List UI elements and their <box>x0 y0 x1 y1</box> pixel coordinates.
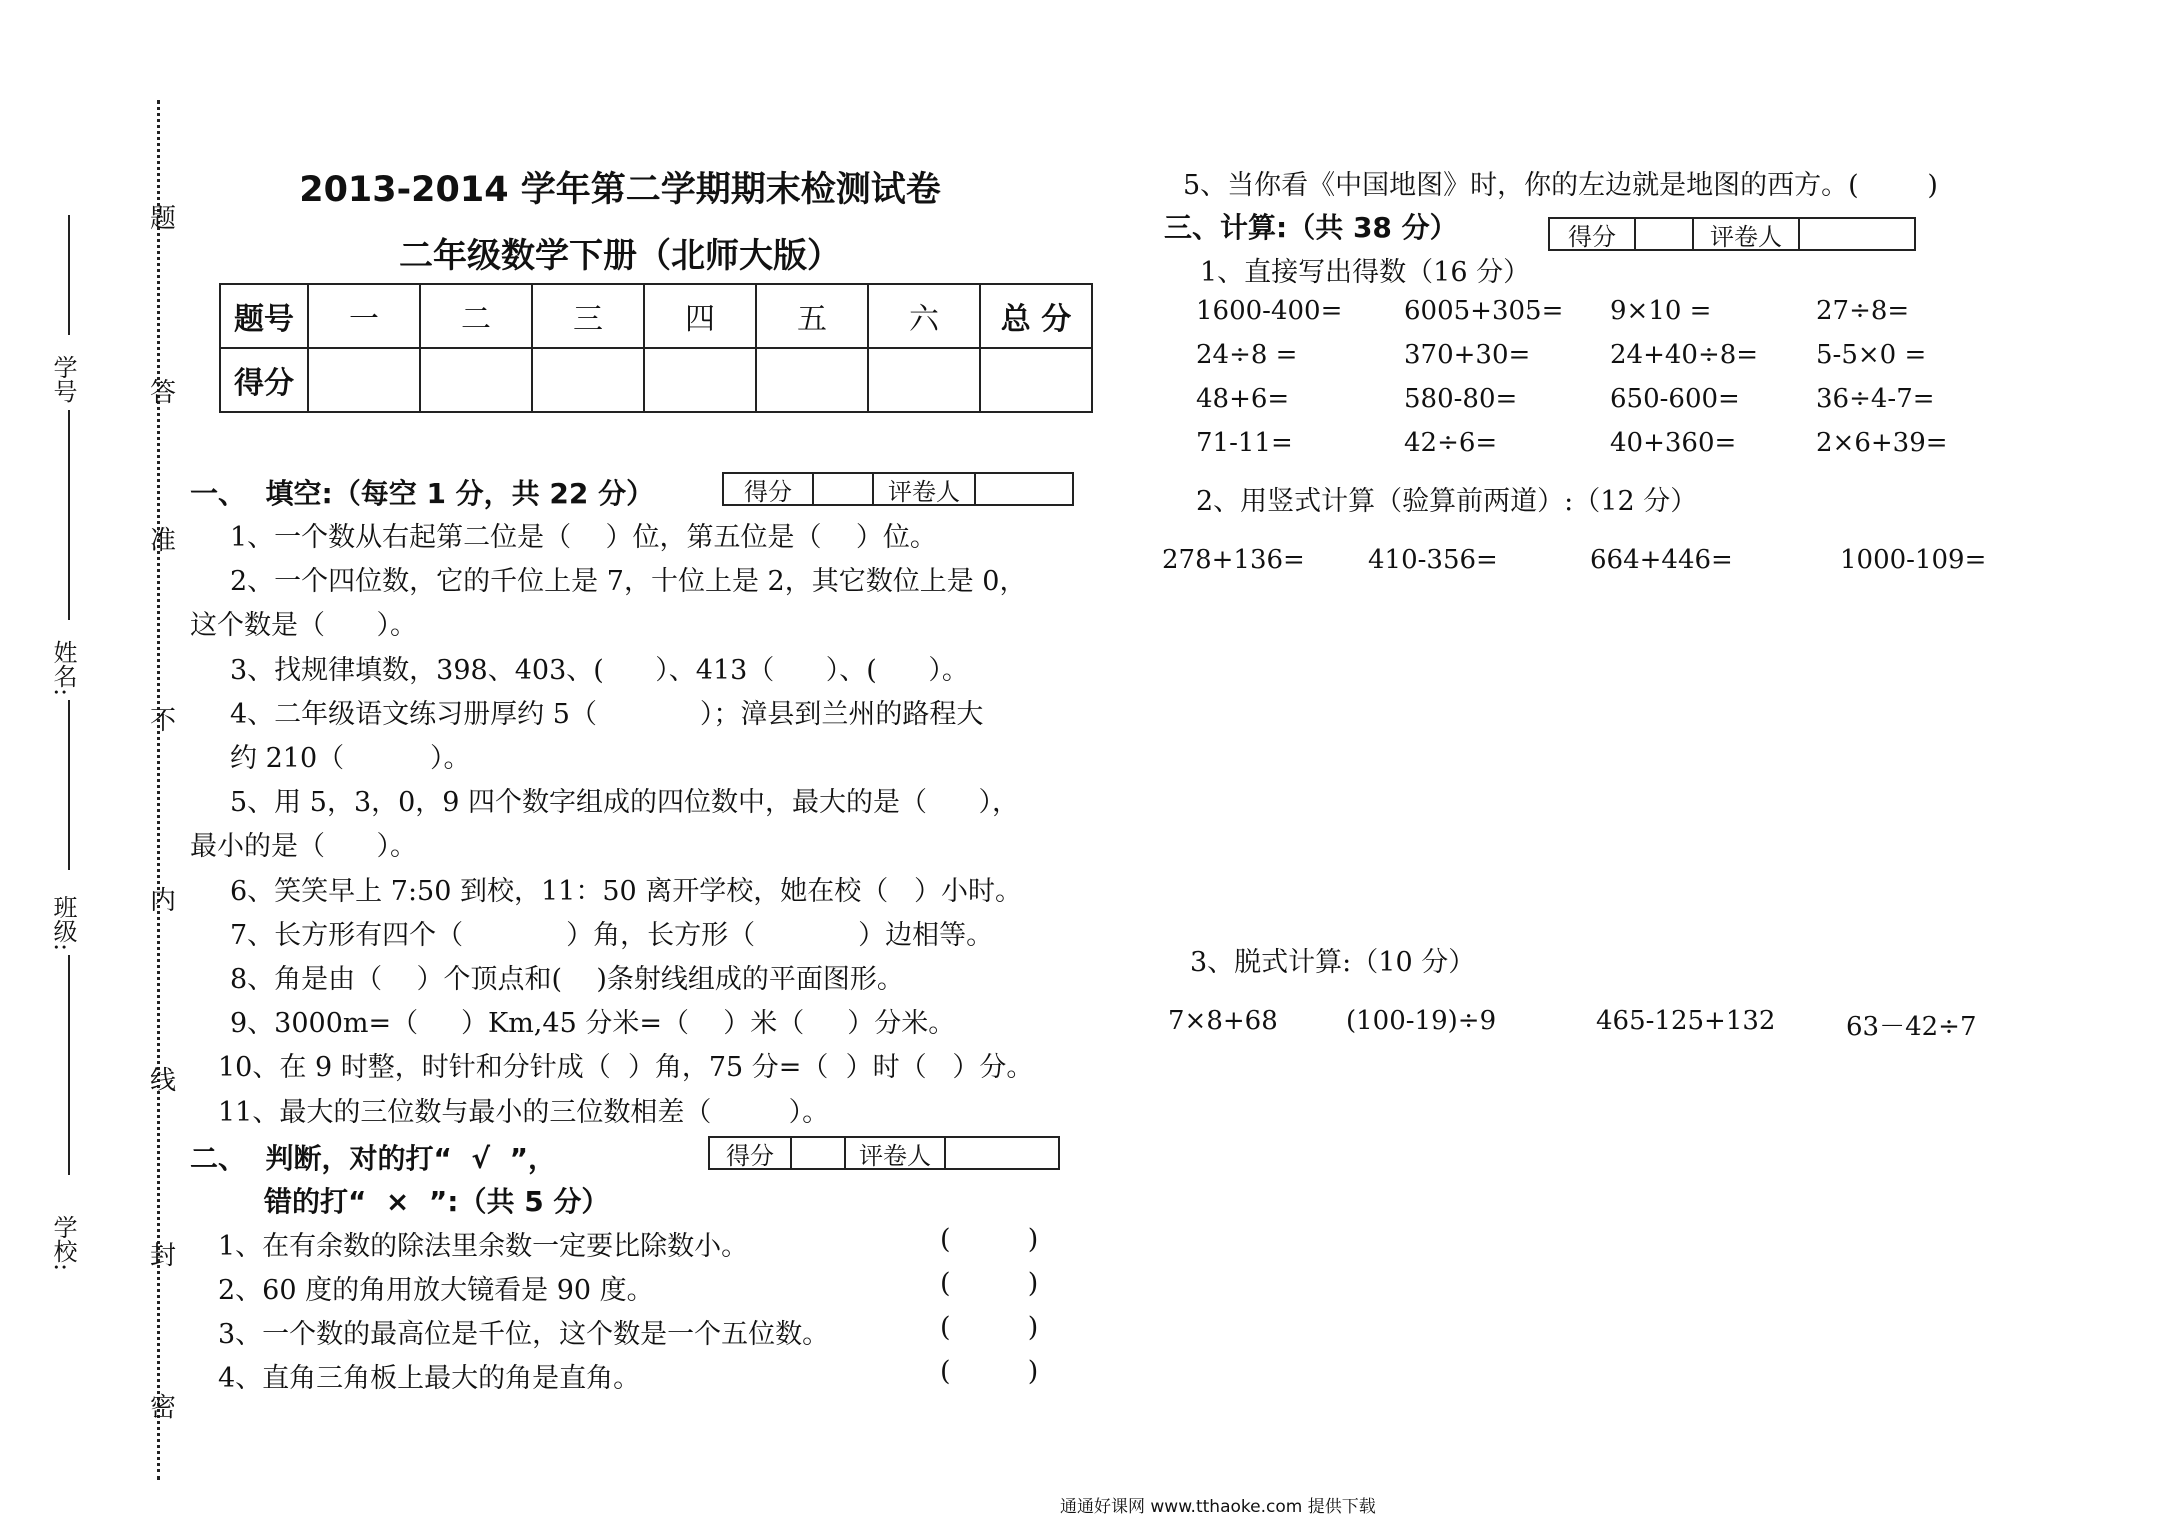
divider-line <box>68 410 70 620</box>
table-cell: 得分 <box>220 348 308 412</box>
binding-dotted-line <box>157 100 160 1480</box>
s1-item-4: 4、二年级语文练习册厚约 5（ ）；漳县到兰州的路程大 <box>230 699 984 730</box>
grading-score-cell[interactable] <box>792 1138 846 1168</box>
score-table-header-row <box>220 284 1092 348</box>
grading-grader-label: 评卷人 <box>874 474 976 504</box>
vertical-problem: 664+446= <box>1590 545 1733 575</box>
s1-item-2-cont: 这个数是（ ）。 <box>190 610 417 641</box>
s1-item-11: 11、最大的三位数与最小的三位数相差（ ）。 <box>218 1097 830 1128</box>
table-cell: 总 分 <box>980 284 1092 348</box>
score-table <box>219 283 1093 413</box>
section3-heading: 三、计算:（共 38 分） <box>1164 211 1458 244</box>
s1-item-10: 10、在 9 时整，时针和分针成（ ）角，75 分=（ ）时（ ）分。 <box>218 1052 1034 1083</box>
score-cell[interactable] <box>868 348 980 412</box>
s1-item-7: 7、长方形有四个（ ）角，长方形（ ）边相等。 <box>230 920 994 951</box>
s2-answer-paren[interactable]: ( ) <box>940 1268 1039 1299</box>
exam-subtitle: 二年级数学下册（北师大版） <box>399 236 841 276</box>
exam-title: 2013-2014 学年第二学期期末检测试卷 <box>299 170 941 210</box>
score-cell[interactable] <box>980 348 1092 412</box>
calc-problem: 580-80= <box>1404 384 1518 414</box>
vertical-problem: 410-356= <box>1368 545 1498 575</box>
section1-grading-box <box>722 472 1074 506</box>
calc-problem: 42÷6= <box>1404 428 1498 458</box>
section2-grading-box <box>708 1136 1060 1170</box>
class-line <box>68 955 70 1175</box>
stepwise-problem: 465-125+132 <box>1596 1006 1776 1036</box>
stepwise-problem: (100-19)÷9 <box>1346 1006 1497 1036</box>
calc-problem: 650-600= <box>1610 384 1740 414</box>
score-cell[interactable] <box>420 348 532 412</box>
calc-problem: 24÷8 = <box>1196 340 1298 370</box>
seal-char-nei: 内 <box>149 886 176 916</box>
s2-item-4: 4、直角三角板上最大的角是直角。 <box>218 1363 641 1394</box>
table-cell: 一 <box>308 284 420 348</box>
calc-problem: 71-11= <box>1196 428 1293 458</box>
name-label: 姓名: <box>49 640 77 697</box>
grading-score-cell[interactable] <box>1636 219 1694 249</box>
section2-heading: 二、 判断，对的打“ √ ”， <box>190 1142 556 1175</box>
grading-score-label: 得分 <box>724 474 814 504</box>
s1-item-8: 8、角是由（ ）个顶点和( )条射线组成的平面图形。 <box>230 964 904 995</box>
calc-problem: 48+6= <box>1196 384 1290 414</box>
student-number-label: 学号 <box>49 355 77 403</box>
calc-problem: 6005+305= <box>1404 296 1564 326</box>
s1-item-6: 6、笑笑早上 7:50 到校，11：50 离开学校，她在校（ ）小时。 <box>230 876 1023 907</box>
s1-item-2: 2、一个四位数，它的千位上是 7，十位上是 2，其它数位上是 0， <box>230 566 1027 597</box>
grading-score-label: 得分 <box>710 1138 792 1168</box>
seal-char-ti: 题 <box>149 204 176 234</box>
grading-grader-label: 评卷人 <box>1694 219 1800 249</box>
calc-problem: 24+40÷8= <box>1610 340 1759 370</box>
calc-problem: 5-5×0 = <box>1816 340 1927 370</box>
grading-grader-cell[interactable] <box>1800 219 1914 249</box>
calc-problem: 9×10 = <box>1610 296 1712 326</box>
table-cell: 题号 <box>220 284 308 348</box>
name-line <box>68 700 70 870</box>
score-cell[interactable] <box>308 348 420 412</box>
seal-char-feng: 封 <box>149 1241 176 1271</box>
s1-item-5-cont: 最小的是（ ）。 <box>190 831 417 862</box>
section3-grading-box <box>1548 217 1916 251</box>
calc-problem: 2×6+39= <box>1816 428 1948 458</box>
grading-score-cell[interactable] <box>814 474 874 504</box>
calc-problem: 36÷4-7= <box>1816 384 1935 414</box>
seal-char-mi: 密 <box>149 1393 176 1423</box>
score-cell[interactable] <box>756 348 868 412</box>
s1-item-9: 9、3000m=（ ）Km,45 分米=（ ）米（ ）分米。 <box>230 1008 956 1039</box>
seal-char-da: 答 <box>149 378 176 408</box>
grading-grader-label: 评卷人 <box>846 1138 946 1168</box>
seal-char-xian: 线 <box>149 1066 176 1096</box>
table-cell: 三 <box>532 284 644 348</box>
s2-answer-paren[interactable]: ( ) <box>940 1356 1039 1387</box>
table-cell: 六 <box>868 284 980 348</box>
table-cell: 二 <box>420 284 532 348</box>
s1-item-1: 1、一个数从右起第二位是（ ）位，第五位是（ ）位。 <box>230 522 937 553</box>
section1-heading: 一、 填空:（每空 1 分，共 22 分） <box>190 477 655 510</box>
stepwise-problem: 7×8+68 <box>1168 1006 1278 1036</box>
grading-grader-cell[interactable] <box>946 1138 1058 1168</box>
calc-sub3-heading: 3、脱式计算:（10 分） <box>1190 947 1476 978</box>
calc-problem: 27÷8= <box>1816 296 1910 326</box>
s2-answer-paren[interactable]: ( ) <box>940 1224 1039 1255</box>
s2-item-2: 2、60 度的角用放大镜看是 90 度。 <box>218 1275 654 1306</box>
vertical-problem: 278+136= <box>1162 545 1305 575</box>
s1-item-3: 3、找规律填数，398、403、( ）、413（ ）、( ）。 <box>230 655 969 686</box>
grading-score-label: 得分 <box>1550 219 1636 249</box>
score-table-score-row <box>220 348 1092 412</box>
calc-problem: 1600-400= <box>1196 296 1343 326</box>
student-number-line <box>68 215 70 335</box>
grading-grader-cell[interactable] <box>976 474 1072 504</box>
s2-answer-paren[interactable]: ( ) <box>940 1312 1039 1343</box>
table-cell: 四 <box>644 284 756 348</box>
table-cell: 五 <box>756 284 868 348</box>
calc-problem: 40+360= <box>1610 428 1737 458</box>
calc-sub2-heading: 2、用竖式计算（验算前两道）:（12 分） <box>1196 486 1698 517</box>
seal-char-bu: 不 <box>149 706 176 736</box>
class-label: 班级: <box>49 895 77 952</box>
section2-heading-line2: 错的打“ × ”:（共 5 分） <box>264 1185 610 1218</box>
seal-char-zhun: 准 <box>149 526 176 556</box>
score-cell[interactable] <box>644 348 756 412</box>
s2-item-1: 1、在有余数的除法里余数一定要比除数小。 <box>218 1231 749 1262</box>
s2-item-3: 3、一个数的最高位是千位，这个数是一个五位数。 <box>218 1319 830 1350</box>
score-cell[interactable] <box>532 348 644 412</box>
stepwise-problem: 63－42÷7 <box>1846 1012 1977 1042</box>
s1-item-5: 5、用 5，3，0，9 四个数字组成的四位数中，最大的是（ ）， <box>230 787 1020 818</box>
school-label: 学校: <box>49 1215 77 1272</box>
s1-item-4-cont: 约 210（ ）。 <box>230 743 471 774</box>
vertical-problem: 1000-109= <box>1840 545 1987 575</box>
calc-sub1-heading: 1、直接写出得数（16 分） <box>1200 257 1531 288</box>
s2-item-5: 5、当你看《中国地图》时，你的左边就是地图的西方。( ) <box>1183 170 1938 201</box>
footer-source: 通通好课网 www.tthaoke.com 提供下载 <box>1060 1497 1376 1517</box>
calc-problem: 370+30= <box>1404 340 1531 370</box>
